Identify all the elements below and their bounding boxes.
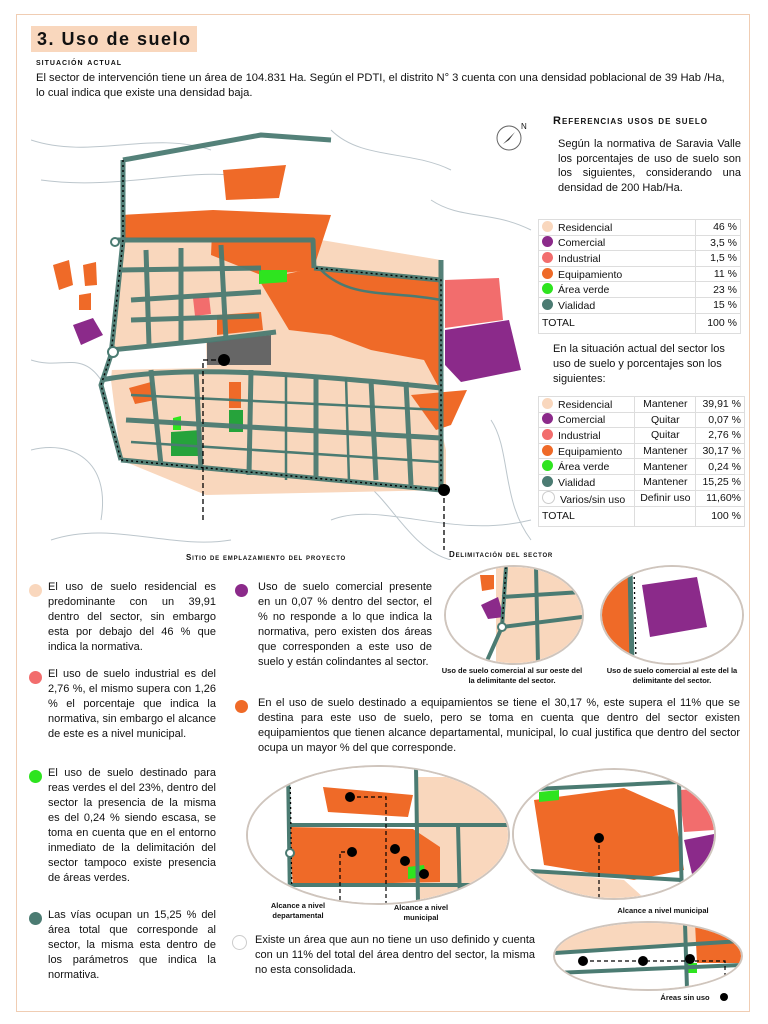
situation-row-pct: 0,07 % <box>696 412 745 428</box>
legend-swatch <box>542 283 553 294</box>
norm-row-pct: 15 % <box>696 297 741 313</box>
situation-row-action: Quitar <box>635 428 696 444</box>
bullet-vialidad <box>29 912 42 925</box>
norm-row-label: Residencial <box>558 221 613 234</box>
norm-row-pct: 11 % <box>696 266 741 282</box>
situation-row-label: Vialidad <box>558 476 596 489</box>
norm-text: Según la normativa de Saravia Valle los porcentajes de uso de suelo son los siguientes, considerando una densidad de 200 Hab/Ha. <box>558 138 741 194</box>
note-sin-uso: Existe un área que aun no tiene un uso definido y cuenta con un 11% del total del área dentro del sector, la misma no esta consolidada. <box>255 934 535 976</box>
situation-row <box>539 490 745 506</box>
norm-row-pct: 46 % <box>696 220 741 236</box>
bullet-comercial <box>235 584 248 597</box>
note-comercial: Uso de suelo comercial presente en un 0,07 % dentro del sector, el % no responde a lo que indica la normativa, pero existen dos áreas que corresponden a este uso de suelo y están colindantes al sector. <box>258 581 432 668</box>
norm-row-label: Vialidad <box>558 299 596 312</box>
caption-municipal-2: Alcance a nivel municipal <box>617 906 709 915</box>
page-subtitle: situación actual <box>36 57 123 68</box>
land-use-map <box>31 120 537 560</box>
norm-row <box>539 220 741 236</box>
detail-sin-uso <box>553 921 743 991</box>
situation-row-action: Definir uso <box>635 490 696 506</box>
situation-row-label: Comercial <box>558 414 606 427</box>
intro-paragraph: El sector de intervención tiene un área de 104.831 Ha. Según el PDTI, el distrito N° 3 cuenta con una densidad poblacional de 39 Hab /Ha, lo cual indica que existe una densidad baja. <box>36 72 725 99</box>
detail-comercial-e <box>600 565 744 665</box>
legend-swatch <box>542 413 553 424</box>
caption-limit: Delimitación del sector <box>449 550 554 559</box>
legend-swatch <box>542 476 553 487</box>
situation-row-pct: 11,60% <box>696 490 745 506</box>
references-title: Referencias usos de suelo <box>553 115 709 127</box>
norm-row-pct: 23 % <box>696 282 741 298</box>
situation-table <box>538 396 745 527</box>
detail-equipamiento-2 <box>512 768 716 900</box>
bullet-sin-uso <box>232 935 247 950</box>
legend-swatch <box>542 429 553 440</box>
detail-comercial-so <box>444 565 584 665</box>
situation-row-action: Mantener <box>635 443 696 459</box>
norm-row-label: Equipamiento <box>558 268 623 281</box>
caption-comercial-e: Uso de suelo comercial al este del la delimitante del sector. <box>606 666 738 685</box>
legend-swatch <box>542 398 553 409</box>
norm-table <box>538 219 741 334</box>
situation-row-pct: 39,91 % <box>696 397 745 413</box>
bullet-industrial <box>29 671 42 684</box>
situation-row-pct: 2,76 % <box>696 428 745 444</box>
legend-swatch <box>542 236 553 247</box>
caption-comercial-so: Uso de suelo comercial al sur oeste del la delimitante del sector. <box>441 666 583 685</box>
situation-row-label: Residencial <box>558 398 613 411</box>
bullet-equipamiento <box>235 700 248 713</box>
page-title: 3. Uso de suelo <box>31 26 197 52</box>
legend-swatch <box>542 252 553 263</box>
situation-row <box>539 443 745 459</box>
norm-row-label: Comercial <box>558 237 606 250</box>
bullet-residencial <box>29 584 42 597</box>
norm-total-row <box>539 313 741 333</box>
legend-swatch <box>542 221 553 232</box>
situation-row-action: Mantener <box>635 397 696 413</box>
caption-municipal: Alcance a nivel municipal <box>393 903 449 922</box>
norm-total-label: TOTAL <box>539 313 696 333</box>
detail-equipamiento-1 <box>246 765 510 905</box>
bullet-area-verde <box>29 770 42 783</box>
note-vialidad: Las vías ocupan un 15,25 % del área total que corresponde al sector, la misma esta dentro de los parámetros que indica la normativa. <box>48 909 216 981</box>
norm-row-label: Área verde <box>558 284 610 297</box>
situation-total-label: TOTAL <box>539 506 635 526</box>
legend-swatch <box>542 460 553 471</box>
situation-row-label: Industrial <box>558 429 601 442</box>
norm-row-pct: 3,5 % <box>696 235 741 251</box>
note-equipamiento: En el uso de suelo destinado a equipamientos se tiene el 30,17 %, este supera el 11% que se destina para este uso de suelo, pero se toma en cuenta que dentro del sector existen equipamientos que tienen alcance departamental, municipal, lo cual justifica que dentro del sector ocupa un mayor % del que corresponde. <box>258 697 740 754</box>
situation-row-label: Equipamiento <box>558 445 623 458</box>
note-area-verde: El uso de suelo destinado para reas verdes el del 23%, dentro del sector la presencia de la misma es del 0,24 % siendo escasa, se toma en cuenta que en el entorno inmediato de la delimitación del sector tampoco existe presencia de áreas verdes. <box>48 767 216 884</box>
situation-row <box>539 397 745 413</box>
marker-sin-uso <box>720 993 728 1001</box>
situation-row <box>539 428 745 444</box>
norm-row-pct: 1,5 % <box>696 251 741 267</box>
norm-total-pct: 100 % <box>696 313 741 333</box>
legend-swatch <box>542 299 553 310</box>
situation-text: En la situación actual del sector los uso de suelo y porcentajes son los siguientes: <box>553 343 725 385</box>
caption-departamental: Alcance a nivel departamental <box>270 901 326 920</box>
note-residencial: El uso de suelo residencial es predominante con un 39,91 dentro del sector, sin embargo esta por debajo del 46 % que indica la normativa. <box>48 581 216 653</box>
situation-total-row <box>539 506 745 526</box>
note-industrial: El uso de suelo industrial es del 2,76 %, el mismo supera con 1,26 % el porcentaje que indica la normativa, sin embargo el alcance de este es a nivel municipal. <box>48 668 216 740</box>
legend-swatch <box>542 491 555 504</box>
situation-row-pct: 0,24 % <box>696 459 745 475</box>
situation-row-action: Quitar <box>635 412 696 428</box>
north-arrow-label: N <box>521 122 527 131</box>
situation-row-action: Mantener <box>635 474 696 490</box>
norm-row-label: Industrial <box>558 252 601 265</box>
situation-row <box>539 412 745 428</box>
legend-swatch <box>542 445 553 456</box>
situation-row-pct: 30,17 % <box>696 443 745 459</box>
norm-row <box>539 282 741 298</box>
norm-row <box>539 266 741 282</box>
legend-swatch <box>542 268 553 279</box>
norm-row <box>539 297 741 313</box>
caption-site: Sitio de emplazamiento del proyecto <box>186 553 347 562</box>
situation-row-label: Área verde <box>558 461 610 474</box>
situation-row-action: Mantener <box>635 459 696 475</box>
caption-sin-uso: Áreas sin uso <box>660 993 710 1002</box>
situation-row <box>539 459 745 475</box>
situation-row <box>539 474 745 490</box>
situation-row-label: Varios/sin uso <box>560 493 626 506</box>
norm-row <box>539 235 741 251</box>
norm-row <box>539 251 741 267</box>
situation-total-pct: 100 % <box>696 506 745 526</box>
situation-row-pct: 15,25 % <box>696 474 745 490</box>
